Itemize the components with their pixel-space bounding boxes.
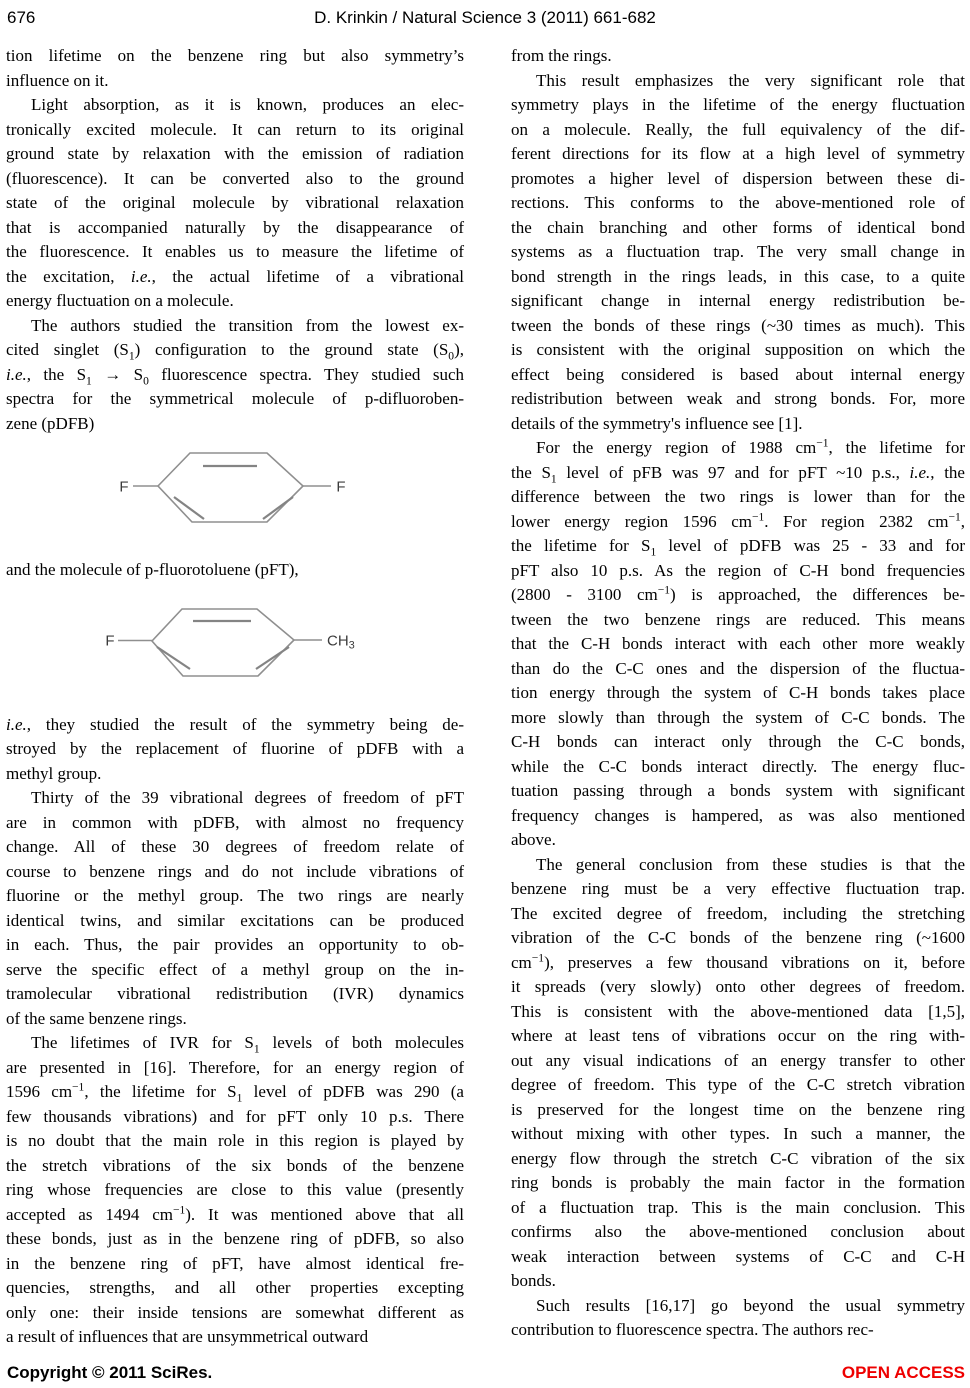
paragraph: [511, 1294, 965, 1343]
text-line: accepted as 1494 $cm^{-1}$). It was mentioned above that all: [6, 1202, 464, 1224]
page-number: 676: [7, 8, 36, 27]
text-line: promotes a higher level of dispersion between these di-: [511, 168, 965, 188]
text-line: fluorine or the methyl group. The two rings are nearly: [6, 886, 464, 905]
methyl-label: $CH_3$: [327, 632, 355, 651]
page-header: [0, 8, 970, 32]
text-line: This is consistent with the above-mentioned data [1,5],: [511, 1001, 965, 1021]
text-line: from the rings.: [511, 46, 612, 65]
text-line: contribution to fluorescence spectra. The authors rec-: [511, 1320, 874, 1339]
text-line: the lifetime for $S_1$ level of pDFB was 25 - 33 and for: [511, 536, 965, 559]
text-line: (2800 - 3100 $cm^{-1}$) is approached, the differences be-: [511, 583, 966, 604]
text-line: quencies, strengths, and all other properties excepting: [6, 1278, 464, 1297]
text-line: i.e., the $S_1 \to S_0$ fluorescence spectra. They studied such: [6, 364, 464, 387]
text-line: frequency changes is hampered, as was also mentioned: [511, 805, 965, 825]
text-line: it spreads (very slowly) onto other degrees of freedom.: [511, 977, 965, 996]
text-line: redistribution between weak and strong bonds. For, more: [511, 389, 965, 408]
text-line: the chain branching and other forms of identical bond: [511, 217, 965, 237]
text-line: few thousands vibrations) and for pFT only 10 p.s. There: [6, 1106, 464, 1126]
text-line: are presented in [16]. Therefore, for an energy region of: [6, 1057, 464, 1077]
text-line: C-H bonds can interact only through the C-C bonds,: [511, 732, 965, 751]
text-line: weak interaction between systems of C-C and C-H: [511, 1246, 965, 1266]
text-line: effect being considered is based about internal energy: [511, 364, 965, 384]
text-line: in the benzene ring of pFT, have almost identical fre-: [6, 1253, 464, 1273]
text-line: course to benzene rings and do not include vibrations of: [6, 861, 464, 881]
text-line: details of the symmetry's influence see [1].: [511, 413, 803, 433]
text-line: tween the bonds of these rings (~30 times as much). This: [511, 315, 965, 335]
text-line: The excited degree of freedom, including the stretching: [511, 903, 965, 923]
text-line: stroyed by the replacement of fluorine of pDFB with a: [6, 739, 464, 758]
text-line: vibration of the C-C bonds of the benzene ring (~1600: [511, 928, 965, 947]
text-line: is preserved for the longest time on the benzene ring: [511, 1099, 965, 1119]
text-line: a result of influences that are unsymmetrical outward: [6, 1327, 369, 1346]
text-line: 1596 $cm^{-1}$, the lifetime for $S_1$ level of pDFB was 290 (a: [6, 1080, 464, 1105]
paragraph: [511, 44, 965, 69]
text-line: This result emphasizes the very significant role that: [536, 70, 965, 90]
text-line: pFT also 10 p.s. As the region of C-H bond frequencies: [511, 560, 965, 580]
text-line: energy flow through the stretch C-C vibration of the six: [511, 1148, 965, 1168]
copyright-notice: Copyright © 2011 SciRes.: [7, 1363, 213, 1382]
text-line: that is accompanied naturally by the disappearance of: [6, 217, 464, 237]
paragraph: [6, 1031, 464, 1350]
text-line: state of the original molecule by vibrational relaxation: [6, 193, 464, 212]
text-line: lower energy region 1596 $cm^{-1}$. For region 2382 $cm^{-1}$,: [511, 509, 965, 531]
paragraph: [511, 436, 965, 853]
text-line: For the energy region of 1988 $cm^{-1}$, the lifetime for: [536, 436, 965, 457]
text-line: ferent directions for its flow at a high level of symmetry: [511, 144, 965, 163]
text-line: rections. This conforms to the above-mentioned role of: [511, 193, 965, 212]
text-line: ring bonds is probably the main factor in the formation: [511, 1173, 965, 1192]
text-line: the fluorescence. It enables us to measure the lifetime of: [6, 242, 464, 261]
text-line: out any visual indications of an energy transfer to other: [511, 1050, 965, 1070]
text-line: where at least tens of vibrations occur on the ring with-: [511, 1026, 965, 1045]
benzene-ring: [158, 453, 303, 522]
text-line: zene (pDFB): [6, 413, 95, 433]
text-line: tion energy through the system of C-H bonds takes place: [511, 683, 965, 702]
text-line: $cm^{-1}$), preserves a few thousand vibrations on it, before: [511, 950, 965, 972]
text-line: (fluorescence). It can be converted also to the ground: [6, 168, 464, 188]
two-column-body: [6, 44, 965, 1350]
pdfb-benzene-ring-drawing: [6, 443, 464, 543]
text-line: above.: [511, 830, 556, 849]
text-line: of the same benzene rings.: [6, 1008, 187, 1028]
text-line: cited singlet $(S_1)$ configuration to the ground state $(S_0)$,: [6, 340, 464, 363]
text-line: are in common with pDFB, with almost no frequency: [6, 812, 464, 832]
text-line: the $S_1$ level of pFB was 97 and for pFT ~10 p.s., i.e., the: [511, 462, 965, 485]
text-line: i.e., they studied the result of the symmetry being de-: [6, 714, 464, 734]
text-line: only one: their inside tensions are somewhat different as: [6, 1302, 464, 1322]
fluorine-label-right: F: [336, 478, 346, 496]
paragraph: [6, 786, 464, 1031]
text-line: tuation passing through a bonds system with significant: [511, 781, 965, 800]
text-line: while the C-C bonds interact directly. The energy fluc-: [511, 756, 965, 776]
text-line: of a fluctuation trap. This is the main conclusion. This: [511, 1197, 965, 1217]
pft-structure-figure: [6, 597, 464, 697]
text-line: The authors studied the transition from the lowest ex-: [31, 315, 464, 335]
text-line: Such results [16,17] go beyond the usual symmetry: [536, 1295, 965, 1315]
text-line: significant change in internal energy redistribution be-: [511, 291, 965, 310]
text-line: identical twins, and similar excitations can be produced: [6, 910, 464, 930]
paragraph: [6, 558, 464, 583]
benzene-ring: [152, 609, 294, 676]
text-line: tramolecular vibrational redistribution (IVR) dynamics: [6, 984, 464, 1003]
text-line: these bonds, just as in the benzene ring of pDFB, so also: [6, 1229, 464, 1248]
text-line: influence on it.: [6, 70, 109, 90]
text-line: symmetry plays in the lifetime of the energy fluctuation: [511, 95, 965, 114]
text-line: than do the C-C ones and the dispersion of the fluctua-: [511, 658, 965, 678]
paragraph: [511, 853, 965, 1294]
text-line: systems as a fluctuation trap. The very small change in: [511, 242, 965, 261]
text-line: methyl group.: [6, 763, 102, 783]
fluorine-label-left: F: [119, 478, 129, 496]
fluorine-label: F: [105, 632, 115, 649]
text-line: The lifetimes of IVR for $S_1$ levels of both molecules: [31, 1033, 464, 1056]
pft-benzene-ring-drawing: [6, 597, 464, 692]
text-line: is consistent with the original supposition on which the: [511, 340, 965, 359]
paragraph: [6, 93, 464, 314]
text-line: the stretch vibrations of the six bonds of the benzene: [6, 1155, 464, 1175]
text-line: serve the specific effect of a methyl group on the in-: [6, 959, 464, 979]
text-line: change. All of these 30 degrees of freedom relate of: [6, 837, 464, 856]
paragraph: [6, 44, 464, 93]
text-line: tronically excited molecule. It can return to its original: [6, 119, 464, 139]
text-line: benzene ring must be a very effective fluctuation trap.: [511, 879, 965, 898]
text-line: spectra for the symmetrical molecule of p-difluoroben-: [6, 389, 464, 408]
text-line: without mixing with other types. In such a manner, the: [511, 1124, 965, 1143]
text-line: Light absorption, as it is known, produces an elec-: [31, 95, 464, 114]
text-line: on a molecule. Really, the full equivalency of the dif-: [511, 119, 965, 139]
text-line: that the C-H bonds interact with each other more weakly: [511, 634, 965, 653]
running-title: D. Krinkin / Natural Science 3 (2011) 661-682: [314, 8, 656, 27]
text-line: and the molecule of p-fluorotoluene (pFT),: [6, 560, 299, 579]
double-bond-bottom-right: [256, 647, 289, 669]
text-line: is no doubt that the main role in this region is played by: [6, 1131, 464, 1150]
open-access-badge: OPEN ACCESS: [841, 1363, 965, 1382]
text-line: difference between the two rings is lower than for the: [511, 487, 965, 506]
left-column: [6, 44, 464, 1350]
text-line: in each. Thus, the pair provides an opportunity to ob-: [6, 935, 464, 954]
text-line: ground state by relaxation with the emission of radiation: [6, 144, 464, 163]
text-line: bond strength in the rings leads, in this case, to a quite: [511, 266, 965, 286]
text-line: tion lifetime on the benzene ring but also symmetry’s: [6, 46, 464, 65]
text-line: Thirty of the 39 vibrational degrees of freedom of pFT: [31, 788, 464, 807]
paragraph: [6, 713, 464, 787]
text-line: degree of freedom. This type of the C-C stretch vibration: [511, 1075, 965, 1094]
text-line: The general conclusion from these studies is that the: [536, 854, 965, 874]
text-line: tween the two benzene rings are reduced. This means: [511, 609, 965, 629]
paragraph: [511, 69, 965, 437]
text-line: energy fluctuation on a molecule.: [6, 291, 234, 310]
double-bond-bottom-right: [263, 497, 293, 519]
paragraph: [6, 314, 464, 437]
text-line: confirms also the above-mentioned conclusion about: [511, 1222, 965, 1241]
page-footer: [7, 1363, 965, 1387]
text-line: the excitation, i.e., the actual lifetime of a vibrational: [6, 266, 464, 286]
text-line: bonds.: [511, 1271, 556, 1290]
right-column: [511, 44, 965, 1350]
text-line: ring whose frequencies are close to this value (presently: [6, 1180, 464, 1199]
pdfb-structure-figure: [6, 443, 464, 548]
text-line: more slowly than through the system of C-C bonds. The: [511, 707, 965, 727]
